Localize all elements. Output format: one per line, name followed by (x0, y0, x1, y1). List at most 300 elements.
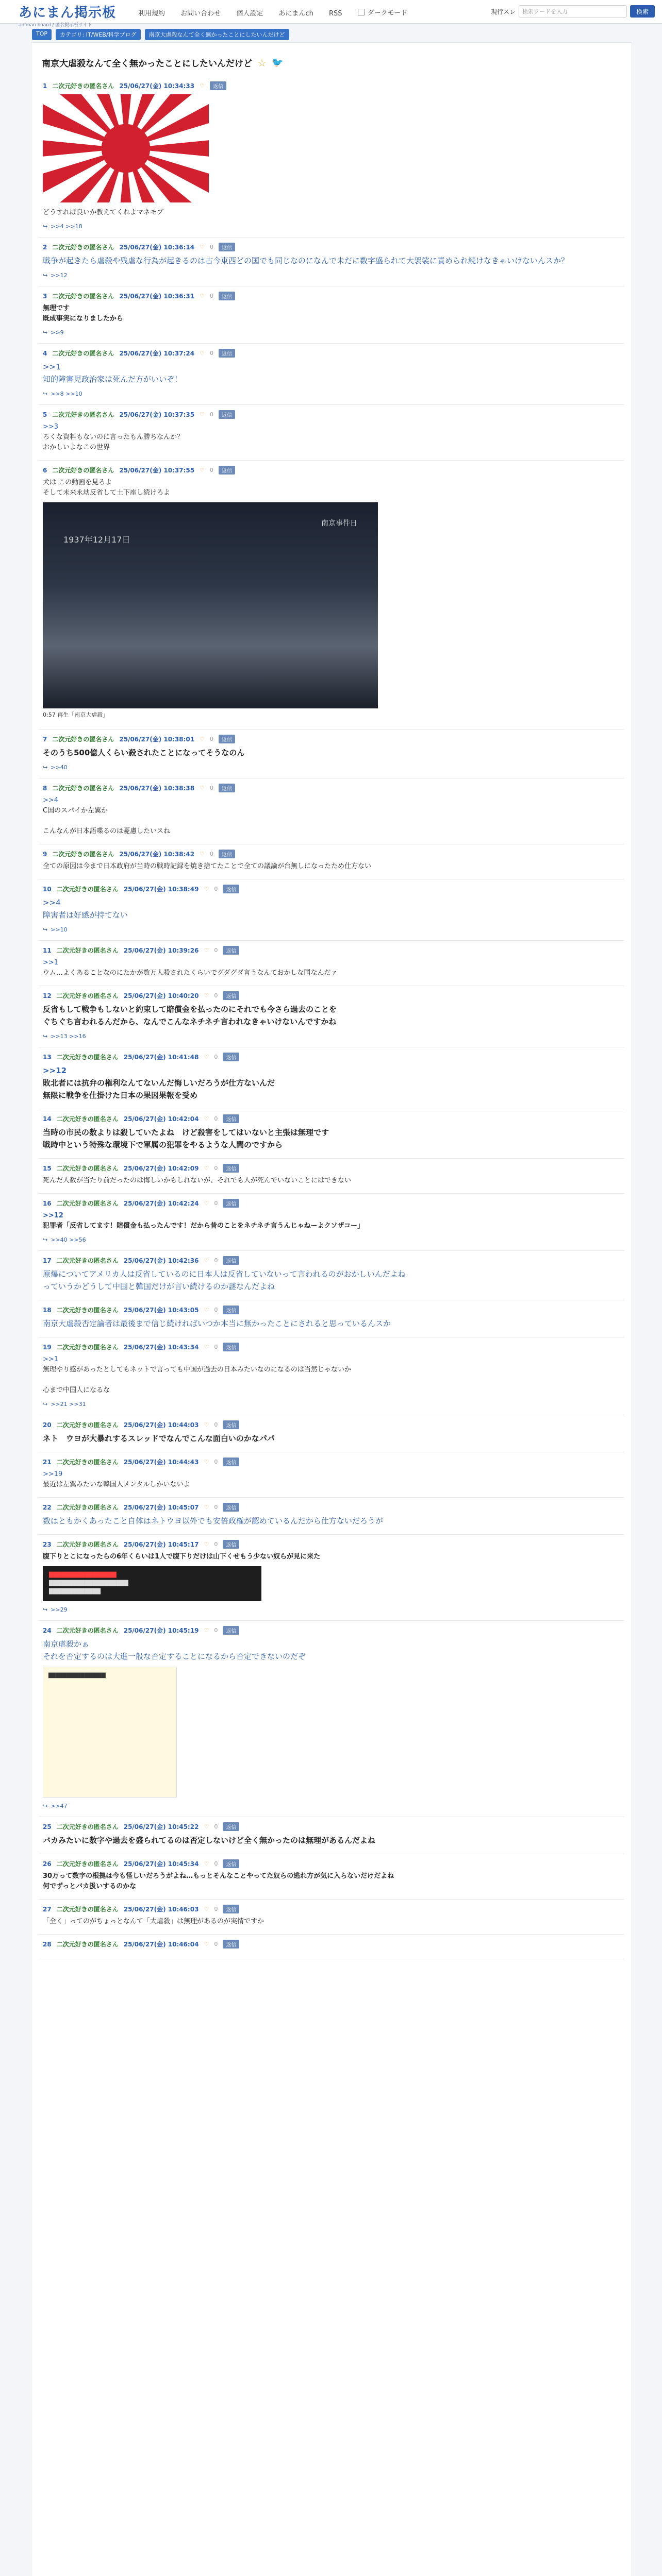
reply-anchor[interactable]: >>4 >>18 (51, 223, 82, 230)
post-date: 25/06/27(金) 10:38:38 (119, 785, 195, 792)
post-meta (43, 1343, 620, 1351)
heart-icon[interactable]: ♡ (204, 1344, 209, 1350)
reply-button[interactable]: 返信 (223, 1458, 239, 1466)
reply-anchor[interactable]: >>21 >>31 (51, 1401, 86, 1408)
post-body-line: そして未来永劫反省して土下座し続けろよ (43, 489, 171, 497)
twitter-share-icon[interactable]: 🐦 (271, 57, 284, 68)
reply-anchor[interactable]: >>10 (51, 926, 68, 933)
reply-anchor[interactable]: >>40 >>56 (51, 1236, 86, 1243)
post-body-line: 南京虐殺かぁ (43, 1639, 90, 1649)
post-author: 二次元好きの匿名さん (56, 1115, 119, 1123)
reply-links (43, 223, 620, 230)
post-author: 二次元好きの匿名さん (56, 1941, 119, 1948)
post-number[interactable]: 11 (43, 946, 52, 954)
post-date: 25/06/27(金) 10:38:42 (119, 851, 195, 858)
heart-icon[interactable]: ♡ (200, 244, 205, 250)
post-body-line (43, 816, 620, 826)
reply-links (43, 391, 620, 397)
reply-button[interactable]: 返信 (223, 1940, 239, 1948)
post-body-line: 無理です (43, 304, 70, 312)
heart-count: 0 (214, 1823, 218, 1830)
post-body-line: 障害者は好感が持てない (43, 910, 128, 920)
share-icon[interactable]: ↪ (43, 223, 48, 230)
heart-count: 0 (214, 1165, 218, 1172)
list-item (39, 844, 624, 879)
heart-count: 0 (214, 1200, 218, 1207)
nav-contact[interactable]: お問い合わせ (180, 10, 221, 18)
post-body-line: 無理やり感があったとしてもネットで言っても中国が過去の日本みたいなのになるのは当然じゃないか (43, 1366, 351, 1374)
list-item (39, 1047, 624, 1109)
reply-button[interactable]: 返信 (219, 349, 235, 358)
post-number[interactable]: 22 (43, 1503, 52, 1511)
post-date: 25/06/27(金) 10:42:24 (123, 1200, 199, 1207)
post-body-line: 戦時中という特殊な環境下で軍属の犯罪をやるような人間のですから (43, 1140, 283, 1149)
post-date: 25/06/27(金) 10:39:26 (123, 947, 199, 954)
post-author: 二次元好きの匿名さん (56, 1421, 119, 1429)
post-author: 二次元好きの匿名さん (52, 244, 114, 251)
reply-button[interactable]: 返信 (219, 735, 235, 743)
list-item (39, 1935, 624, 1959)
post-date: 25/06/27(金) 10:45:17 (123, 1541, 199, 1548)
logo-subtitle: animan board / 匿名掲示板サイト (19, 23, 92, 28)
heart-count: 0 (209, 411, 213, 418)
heart-icon[interactable]: ♡ (204, 1860, 209, 1867)
nav-animanch[interactable]: あにまんch (278, 10, 313, 18)
heart-count: 0 (209, 293, 213, 299)
post-body-line: 知的障害児政治家は死んだ方がいいぞ！ (43, 375, 183, 384)
post-number[interactable]: 27 (43, 1905, 52, 1913)
heart-icon[interactable]: ♡ (200, 736, 205, 742)
heart-icon[interactable]: ♡ (204, 1307, 209, 1313)
heart-count: 0 (214, 1504, 218, 1511)
post-body-line: ウム…よくあることなのにたかが数万人殺されたくらいでグダグダ言うなんておかしな国なんだァ (43, 969, 338, 977)
reply-button[interactable]: 返信 (223, 1114, 239, 1123)
heart-icon[interactable]: ♡ (204, 1054, 209, 1060)
list-item (39, 1415, 624, 1452)
site-header (0, 0, 662, 28)
post-number[interactable]: 7 (43, 735, 47, 743)
reply-button[interactable]: 返信 (223, 1822, 239, 1831)
post-body-line: 全ての原因は今まで日本政府が当時の戦時記録を焼き捨てたことで全ての議論が台無しになったため仕方ない (43, 862, 372, 870)
reply-button[interactable]: 返信 (223, 885, 239, 893)
post-number[interactable]: 21 (43, 1458, 52, 1466)
post-author: 二次元好きの匿名さん (52, 350, 114, 357)
reply-button[interactable]: 返信 (223, 1503, 239, 1512)
reply-button[interactable]: 返信 (219, 466, 235, 474)
reply-anchor[interactable]: >>40 (51, 764, 68, 771)
list-item (39, 344, 624, 405)
reply-anchor[interactable]: >>9 (51, 329, 64, 336)
heart-count: 0 (214, 1344, 218, 1350)
post-number[interactable]: 16 (43, 1199, 52, 1207)
post-author: 二次元好きの匿名さん (52, 785, 114, 792)
list-item (39, 1109, 624, 1159)
post-meta (43, 1306, 620, 1314)
reply-button[interactable]: 返信 (223, 1164, 239, 1173)
heart-icon[interactable]: ♡ (204, 1165, 209, 1172)
list-item (39, 1854, 624, 1900)
list-item (39, 1817, 624, 1854)
post-body-line: こんなんが日本語喋るのは憂慮したいスね (43, 827, 171, 835)
post-meta (43, 349, 620, 358)
post-meta (43, 466, 620, 474)
thread-page (31, 42, 632, 2576)
list-item (39, 1159, 624, 1194)
list-item (39, 1300, 624, 1337)
post-number[interactable]: 18 (43, 1306, 52, 1314)
heart-icon[interactable]: ♡ (204, 1115, 209, 1122)
post-author: 二次元好きの匿名さん (56, 1344, 119, 1351)
share-icon[interactable]: ↪ (43, 391, 48, 397)
list-item (39, 1900, 624, 1935)
search-button[interactable]: 検索 (630, 5, 655, 18)
post-date: 25/06/27(金) 10:42:09 (123, 1165, 199, 1172)
share-icon[interactable]: ↪ (43, 1033, 48, 1040)
post-date: 25/06/27(金) 10:45:22 (123, 1823, 199, 1831)
reply-button[interactable]: 返信 (223, 1859, 239, 1868)
heart-icon[interactable]: ♡ (204, 947, 209, 954)
heart-icon[interactable]: ♡ (200, 82, 205, 89)
video-caption: 0:57 再生「南京大虐殺」 (43, 711, 109, 718)
dark-mode-toggle[interactable]: ダークモード (358, 7, 421, 17)
site-logo[interactable] (19, 2, 116, 28)
search-input[interactable]: 検索ワードを入力 (519, 5, 627, 18)
post-body-line: 「全く」ってのがちょっとなんて「大虐殺」は無理があるのが実情ですか (43, 1918, 264, 1925)
reply-button[interactable]: 返信 (223, 1540, 239, 1549)
reply-button[interactable]: 返信 (223, 1053, 239, 1061)
nav-terms[interactable]: 利用規約 (138, 10, 166, 18)
post-number[interactable]: 14 (43, 1115, 52, 1123)
heart-count: 0 (214, 947, 218, 954)
share-icon[interactable]: ↪ (43, 329, 48, 336)
post-number[interactable]: 13 (43, 1053, 52, 1061)
heart-count: 0 (214, 1307, 218, 1313)
post-body-line: 腹下りとこになったらの6年くらいは1人で腹下りだけは山下くせもう少ない奴らが見に来た (43, 1553, 321, 1561)
post-body-line: 犬は この動画を見ろよ (43, 479, 112, 486)
post-body-line: 最近は左翼みたいな韓国人メンタルしかいないよ (43, 1481, 190, 1488)
post-meta (43, 1940, 620, 1948)
list-item (39, 461, 624, 730)
list-item (39, 238, 624, 286)
reply-anchor[interactable]: >>29 (51, 1606, 68, 1613)
post-body-line[interactable]: >>4 (43, 796, 59, 804)
post-date: 25/06/27(金) 10:37:35 (119, 411, 195, 418)
reply-button[interactable]: 返信 (223, 1626, 239, 1635)
heart-count: 0 (209, 851, 213, 857)
heart-icon[interactable]: ♡ (204, 1627, 209, 1634)
heart-icon[interactable]: ♡ (204, 1823, 209, 1830)
post-body-line[interactable]: >>1 (43, 1355, 59, 1363)
reply-button[interactable]: 返信 (219, 784, 235, 792)
post-meta (43, 292, 620, 300)
post-number[interactable]: 17 (43, 1257, 52, 1264)
video-caption-text: 南京事件日 (321, 519, 357, 528)
heart-icon[interactable]: ♡ (200, 293, 205, 299)
share-icon[interactable]: ↪ (43, 1401, 48, 1408)
reply-button[interactable]: 返信 (223, 1905, 239, 1913)
post-meta (43, 885, 620, 893)
post-author: 二次元好きの匿名さん (52, 851, 114, 858)
share-icon[interactable]: ↪ (43, 926, 48, 933)
heart-count: 0 (214, 1541, 218, 1548)
post-meta (43, 1458, 620, 1466)
share-icon[interactable]: ↪ (43, 1803, 48, 1809)
reply-button[interactable]: 返信 (219, 410, 235, 419)
list-item (39, 1535, 624, 1621)
post-body-line: 30万って数字の根拠は今も怪しいだろうがよね…もっとそんなことやってた奴らの逃れ方が気に入らないだけだよね (43, 1872, 394, 1880)
heart-icon[interactable]: ♡ (204, 1421, 209, 1428)
post-date: 25/06/27(金) 10:42:36 (123, 1257, 199, 1264)
post-meta (43, 243, 620, 251)
post-number[interactable]: 23 (43, 1540, 52, 1548)
post-meta (43, 1256, 620, 1265)
search-bar (491, 5, 655, 18)
share-icon[interactable]: ↪ (43, 272, 48, 279)
image-text: █████████████████ (49, 1572, 117, 1578)
post-meta (43, 1822, 620, 1831)
heart-count: 0 (214, 1459, 218, 1465)
post-date: 25/06/27(金) 10:43:34 (123, 1344, 199, 1351)
post-number[interactable]: 25 (43, 1823, 52, 1831)
heart-count: 0 (214, 1941, 218, 1947)
reply-anchor[interactable]: >>47 (51, 1803, 68, 1809)
post-body-line: 既成事実になりましたから (43, 315, 124, 323)
post-body-line[interactable]: >>12 (43, 1066, 67, 1075)
post-body-line: C国のスパイか左翼か (43, 807, 108, 815)
post-meta (43, 1420, 620, 1429)
list-item (39, 76, 624, 238)
reply-button[interactable]: 返信 (223, 1199, 239, 1208)
post-number[interactable]: 8 (43, 784, 47, 792)
post-author: 二次元好きの匿名さん (52, 467, 114, 474)
reply-anchor[interactable]: >>12 (51, 272, 68, 279)
post-date: 25/06/27(金) 10:44:43 (123, 1459, 199, 1466)
post-meta (43, 1540, 620, 1549)
page-title: 南京大虐殺なんて全く無かったことにしたいんだけど (42, 59, 252, 69)
post-meta (43, 850, 620, 858)
post-meta (43, 1503, 620, 1512)
reply-button[interactable]: 返信 (223, 991, 239, 1000)
post-date: 25/06/27(金) 10:36:31 (119, 293, 195, 300)
post-body-line: おかしいよなこの世界 (43, 444, 110, 451)
reply-links (43, 1033, 620, 1040)
post-date: 25/06/27(金) 10:36:14 (119, 244, 195, 251)
share-icon[interactable]: ↪ (43, 1236, 48, 1243)
post-number[interactable]: 6 (43, 466, 47, 474)
post-number[interactable]: 1 (43, 82, 47, 90)
post-body-line[interactable]: >>19 (43, 1470, 63, 1478)
post-body-line: 犯罪者「反省してます！賠償金も払ったんです！だから昔のことをネチネチ言うんじゃねーよクソザコー」 (43, 1222, 364, 1230)
post-number[interactable]: 24 (43, 1626, 52, 1634)
post-date: 25/06/27(金) 10:38:49 (123, 886, 199, 893)
post-body-line: そのうち500億人くらい殺されたことになってそうなのん (43, 748, 245, 757)
post-body-line[interactable]: >>4 (43, 898, 61, 907)
post-body-line: 数はともかくあったこと自体はネトウヨ以外でも安倍政権が認めているんだから仕方ないだろうが (43, 1516, 383, 1526)
post-author: 二次元好きの匿名さん (56, 1054, 119, 1061)
heart-count: 0 (214, 1421, 218, 1428)
post-meta (43, 1053, 620, 1061)
post-meta (43, 1199, 620, 1208)
list-item (39, 941, 624, 986)
heart-icon[interactable]: ♡ (204, 886, 209, 892)
heart-count: 0 (214, 992, 218, 999)
embedded-image[interactable] (43, 1566, 261, 1601)
post-author: 二次元好きの匿名さん (56, 1504, 119, 1511)
post-body-line: 戦争が起きたら虐殺や残虐な行為が起きるのは古今東西どの国でも同じなのになんで未だに数字盛られて大袈裟に責められ続けなきゃいけないんスか？ (43, 256, 569, 265)
heart-icon[interactable]: ♡ (200, 467, 205, 473)
breadcrumb-thread[interactable]: 南京大虐殺なんて全く無かったことにしたいんだけど (145, 29, 289, 40)
reply-links (43, 1606, 620, 1613)
heart-icon[interactable]: ♡ (204, 1941, 209, 1947)
post-meta (43, 1114, 620, 1123)
heart-icon[interactable]: ♡ (204, 1541, 209, 1548)
post-number[interactable]: 20 (43, 1421, 52, 1429)
reply-button[interactable]: 返信 (223, 946, 239, 955)
reply-button[interactable]: 返信 (219, 850, 235, 858)
post-number[interactable]: 26 (43, 1860, 52, 1868)
post-number[interactable]: 4 (43, 349, 47, 357)
heart-icon[interactable]: ♡ (204, 1504, 209, 1511)
reply-button[interactable]: 返信 (210, 81, 226, 90)
checkbox-icon (358, 9, 365, 15)
post-body-line: ろくな資料もないのに言ったもん勝ちなんか？ (43, 433, 184, 441)
post-body-line[interactable]: >>12 (43, 1212, 63, 1219)
post-number[interactable]: 10 (43, 885, 52, 893)
post-body-line: 何でずっとバカ扱いするのかな (43, 1883, 137, 1890)
reply-button[interactable]: 返信 (219, 292, 235, 300)
heart-count: 0 (214, 1054, 218, 1060)
post-body-line: っていうかどうして中国と韓国だけが言い続けるのか謎なんだよね (43, 1282, 275, 1291)
post-body-line: それを否定するのは大進一般な否定することになるから否定できないのだぞ (43, 1652, 306, 1661)
thread-title-row (31, 43, 632, 76)
post-body-line[interactable]: >>1 (43, 362, 61, 371)
reply-button[interactable]: 返信 (219, 243, 235, 251)
post-body-line: 原爆についてアメリカ人は反省しているのに日本人は反省していないって言われるのがおかしいんだよね (43, 1269, 406, 1279)
post-body-line[interactable]: >>3 (43, 423, 59, 431)
post-date: 25/06/27(金) 10:40:20 (123, 992, 199, 999)
heart-count: 0 (209, 736, 213, 742)
nav-settings[interactable]: 個人設定 (236, 10, 263, 18)
reply-links (43, 329, 620, 336)
image-text: ████████████████████ (49, 1581, 128, 1586)
reply-links (43, 926, 620, 933)
post-date: 25/06/27(金) 10:42:04 (123, 1115, 199, 1123)
post-body-line: 反省もして戦争もしないと約束して賠償金を払ったのにそれでも今さら過去のことを (43, 1005, 337, 1014)
post-author: 二次元好きの匿名さん (56, 1200, 119, 1207)
heart-count: 0 (209, 244, 213, 250)
heart-icon[interactable]: ♡ (200, 411, 205, 418)
heart-count: 0 (214, 1860, 218, 1867)
post-meta (43, 410, 620, 419)
favorite-star-icon[interactable]: ☆ (257, 56, 267, 69)
post-number[interactable]: 28 (43, 1940, 52, 1948)
list-item (39, 1452, 624, 1498)
reply-links (43, 272, 620, 279)
video-date-text: 1937年12月17日 (63, 535, 130, 545)
post-meta (43, 784, 620, 792)
share-icon[interactable]: ↪ (43, 1606, 48, 1613)
post-number[interactable]: 3 (43, 292, 47, 300)
heart-icon[interactable]: ♡ (204, 1200, 209, 1207)
post-number[interactable]: 5 (43, 411, 47, 418)
post-list (31, 76, 632, 1959)
post-author: 二次元好きの匿名さん (56, 1257, 119, 1264)
rising-sun-flag-image[interactable] (43, 94, 209, 202)
reply-links (43, 764, 620, 771)
list-item (39, 1337, 624, 1415)
heart-count: 0 (214, 1627, 218, 1634)
image-text: █████████████ (49, 1589, 101, 1595)
post-meta (43, 1905, 620, 1913)
reply-button[interactable]: 返信 (223, 1420, 239, 1429)
post-date: 25/06/27(金) 10:44:03 (123, 1421, 199, 1429)
post-number[interactable]: 9 (43, 850, 47, 858)
list-item (39, 405, 624, 461)
heart-icon[interactable]: ♡ (200, 350, 205, 357)
heart-icon[interactable]: ♡ (200, 785, 205, 791)
reply-button[interactable]: 返信 (223, 1256, 239, 1265)
list-item (39, 730, 624, 778)
post-author: 二次元好きの匿名さん (52, 736, 114, 743)
share-icon[interactable]: ↪ (43, 764, 48, 771)
post-meta (43, 946, 620, 955)
post-author: 二次元好きの匿名さん (52, 293, 114, 300)
post-body-line: 敗北者には抗弁の権利なんてないんだ悔しいだろうが仕方ないんだ (43, 1078, 275, 1088)
reply-button[interactable]: 返信 (223, 1306, 239, 1314)
post-body-line: ぐちぐち言われるんだから、なんでこんなネチネチ言われなきゃいけないんですかね (43, 1017, 337, 1026)
post-body-line[interactable]: >>1 (43, 959, 59, 967)
post-number[interactable]: 12 (43, 992, 52, 999)
header-nav (138, 7, 434, 18)
post-date: 25/06/27(金) 10:41:48 (123, 1054, 199, 1061)
post-number[interactable]: 19 (43, 1343, 52, 1351)
post-date: 25/06/27(金) 10:45:07 (123, 1504, 199, 1511)
nav-rss[interactable]: RSS (329, 10, 342, 18)
post-number[interactable]: 15 (43, 1164, 52, 1172)
post-body-line: ネト ウヨが大暴れするスレッドでなんでこんな面白いのかなパパ (43, 1434, 275, 1443)
breadcrumb-category[interactable]: カテゴリ: IT/WEB/科学ブログ (56, 29, 141, 40)
video-thumbnail[interactable] (43, 502, 378, 708)
heart-icon[interactable]: ♡ (204, 1459, 209, 1465)
reply-links (43, 1803, 620, 1809)
heart-count: 0 (209, 467, 213, 473)
heart-icon[interactable]: ♡ (200, 851, 205, 857)
post-author: 二次元好きの匿名さん (56, 1860, 119, 1868)
breadcrumb-top[interactable]: TOP (32, 29, 52, 40)
reply-anchor[interactable]: >>8 >>10 (51, 391, 82, 397)
list-item (39, 1251, 624, 1300)
breadcrumb (32, 29, 289, 40)
post-author: 二次元好きの匿名さん (56, 1459, 119, 1466)
search-scope[interactable]: 現行スレ (490, 8, 516, 15)
heart-count: 0 (209, 350, 213, 357)
post-date: 25/06/27(金) 10:45:19 (123, 1627, 199, 1634)
post-date: 25/06/27(金) 10:37:24 (119, 350, 195, 357)
reply-anchor[interactable]: >>13 >>16 (51, 1033, 86, 1040)
post-body-line: 南京大虐殺否定論者は最後まで信じ続ければいつか本当に無かったことにされると思っているんスか (43, 1319, 391, 1328)
heart-count: 0 (214, 1115, 218, 1122)
post-meta (43, 81, 620, 90)
post-body-line: バカみたいに数字や過去を盛られてるのは否定しないけど全く無かったのは無理があるんだよね (43, 1836, 376, 1845)
heart-icon[interactable]: ♡ (204, 1257, 209, 1264)
heart-icon[interactable]: ♡ (204, 1906, 209, 1912)
embedded-note-image[interactable] (43, 1667, 177, 1798)
post-meta (43, 1859, 620, 1868)
reply-button[interactable]: 返信 (223, 1343, 239, 1351)
heart-icon[interactable]: ♡ (204, 992, 209, 999)
reply-links (43, 1401, 620, 1408)
post-number[interactable]: 2 (43, 243, 47, 251)
